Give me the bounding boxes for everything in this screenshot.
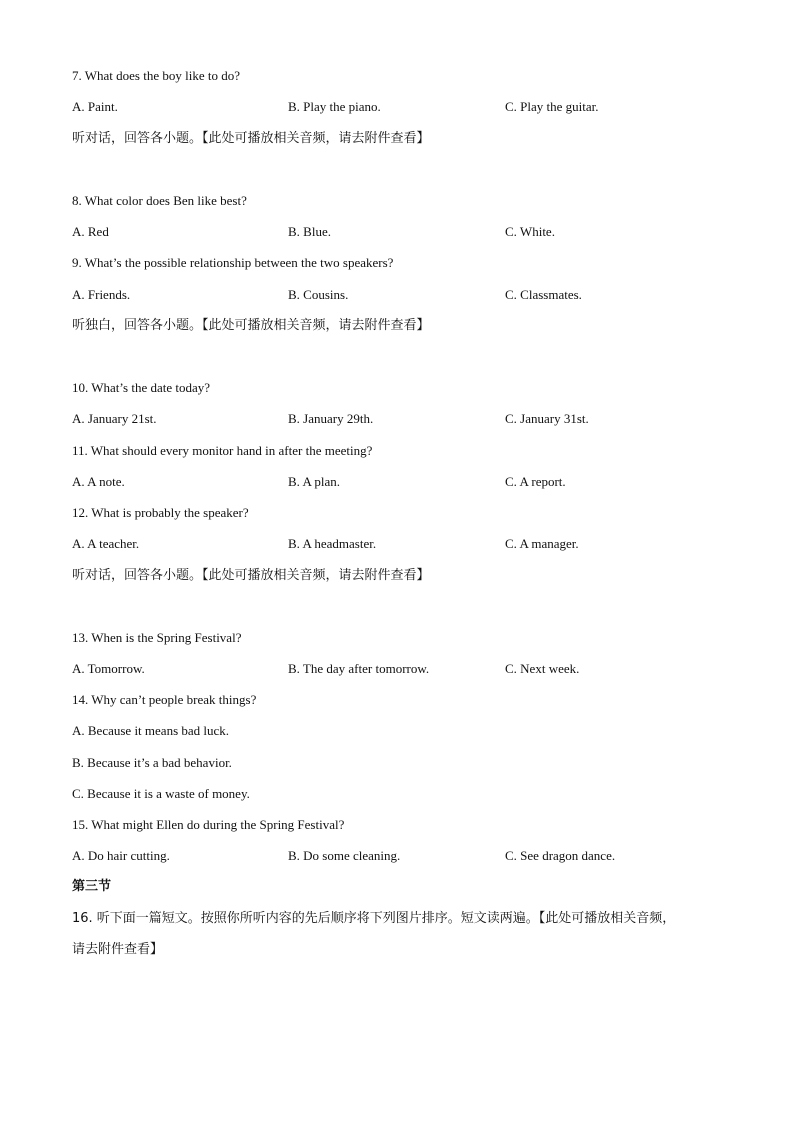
question-11-stem: 11. What should every monitor hand in after the meeting? (72, 443, 373, 458)
question-15-stem: 15. What might Ellen do during the Spring Festival? (72, 817, 345, 832)
question-7-stem: 7. What does the boy like to do? (72, 68, 241, 83)
question-14-stem: 14. Why can’t people break things? (72, 692, 257, 707)
option-c: C. Classmates. (505, 287, 582, 302)
question-13-options (72, 661, 722, 677)
option-a: A. Friends. (72, 287, 131, 302)
option-c: C. A report. (505, 474, 566, 489)
question-10-options (72, 411, 722, 427)
option-c: C. Next week. (505, 661, 580, 676)
option-a: A. A note. (72, 474, 125, 489)
question-7-options (72, 99, 722, 115)
question-10-stem: 10. What’s the date today? (72, 380, 211, 395)
option-c: C. White. (505, 224, 555, 239)
option-b: B. Play the piano. (288, 99, 381, 114)
option-b: B. Do some cleaning. (288, 848, 401, 863)
listening-instruction: 听对话，回答各小题。【此处可播放相关音频，请去附件查看】 (72, 131, 430, 146)
question-8-options (72, 224, 722, 240)
option-c: C. Because it is a waste of money. (72, 786, 250, 801)
option-b: B. Blue. (288, 224, 331, 239)
option-a: A. Tomorrow. (72, 661, 145, 676)
listening-instruction: 听对话，回答各小题。【此处可播放相关音频，请去附件查看】 (72, 568, 430, 583)
option-a: A. Paint. (72, 99, 118, 114)
question-8-stem: 8. What color does Ben like best? (72, 193, 247, 208)
question-16-line-2: 请去附件查看】 (72, 942, 164, 957)
option-a: A. Because it means bad luck. (72, 723, 230, 738)
question-9-stem: 9. What’s the possible relationship between the two speakers? (72, 255, 394, 270)
section-heading: 第三节 (72, 879, 112, 894)
option-c: C. A manager. (505, 536, 579, 551)
question-9-options (72, 287, 722, 303)
option-c: C. See dragon dance. (505, 848, 616, 863)
option-b: B. The day after tomorrow. (288, 661, 430, 676)
option-b: B. Cousins. (288, 287, 349, 302)
listening-instruction: 听独白，回答各小题。【此处可播放相关音频，请去附件查看】 (72, 318, 430, 333)
option-a: A. January 21st. (72, 411, 157, 426)
option-c: C. Play the guitar. (505, 99, 599, 114)
question-15-options (72, 848, 722, 864)
question-11-options (72, 474, 722, 490)
question-16-line-1: 16. 听下面一篇短文。按照你所听内容的先后顺序将下列图片排序。短文读两遍。【此处可播放相关音频， (72, 911, 676, 926)
option-a: A. Do hair cutting. (72, 848, 170, 863)
option-c: C. January 31st. (505, 411, 589, 426)
option-a: A. Red (72, 224, 109, 239)
option-b: B. Because it’s a bad behavior. (72, 755, 232, 770)
question-13-stem: 13. When is the Spring Festival? (72, 630, 242, 645)
option-b: B. January 29th. (288, 411, 374, 426)
question-12-options (72, 536, 722, 552)
option-b: B. A plan. (288, 474, 341, 489)
question-12-stem: 12. What is probably the speaker? (72, 505, 249, 520)
option-b: B. A headmaster. (288, 536, 377, 551)
option-a: A. A teacher. (72, 536, 140, 551)
